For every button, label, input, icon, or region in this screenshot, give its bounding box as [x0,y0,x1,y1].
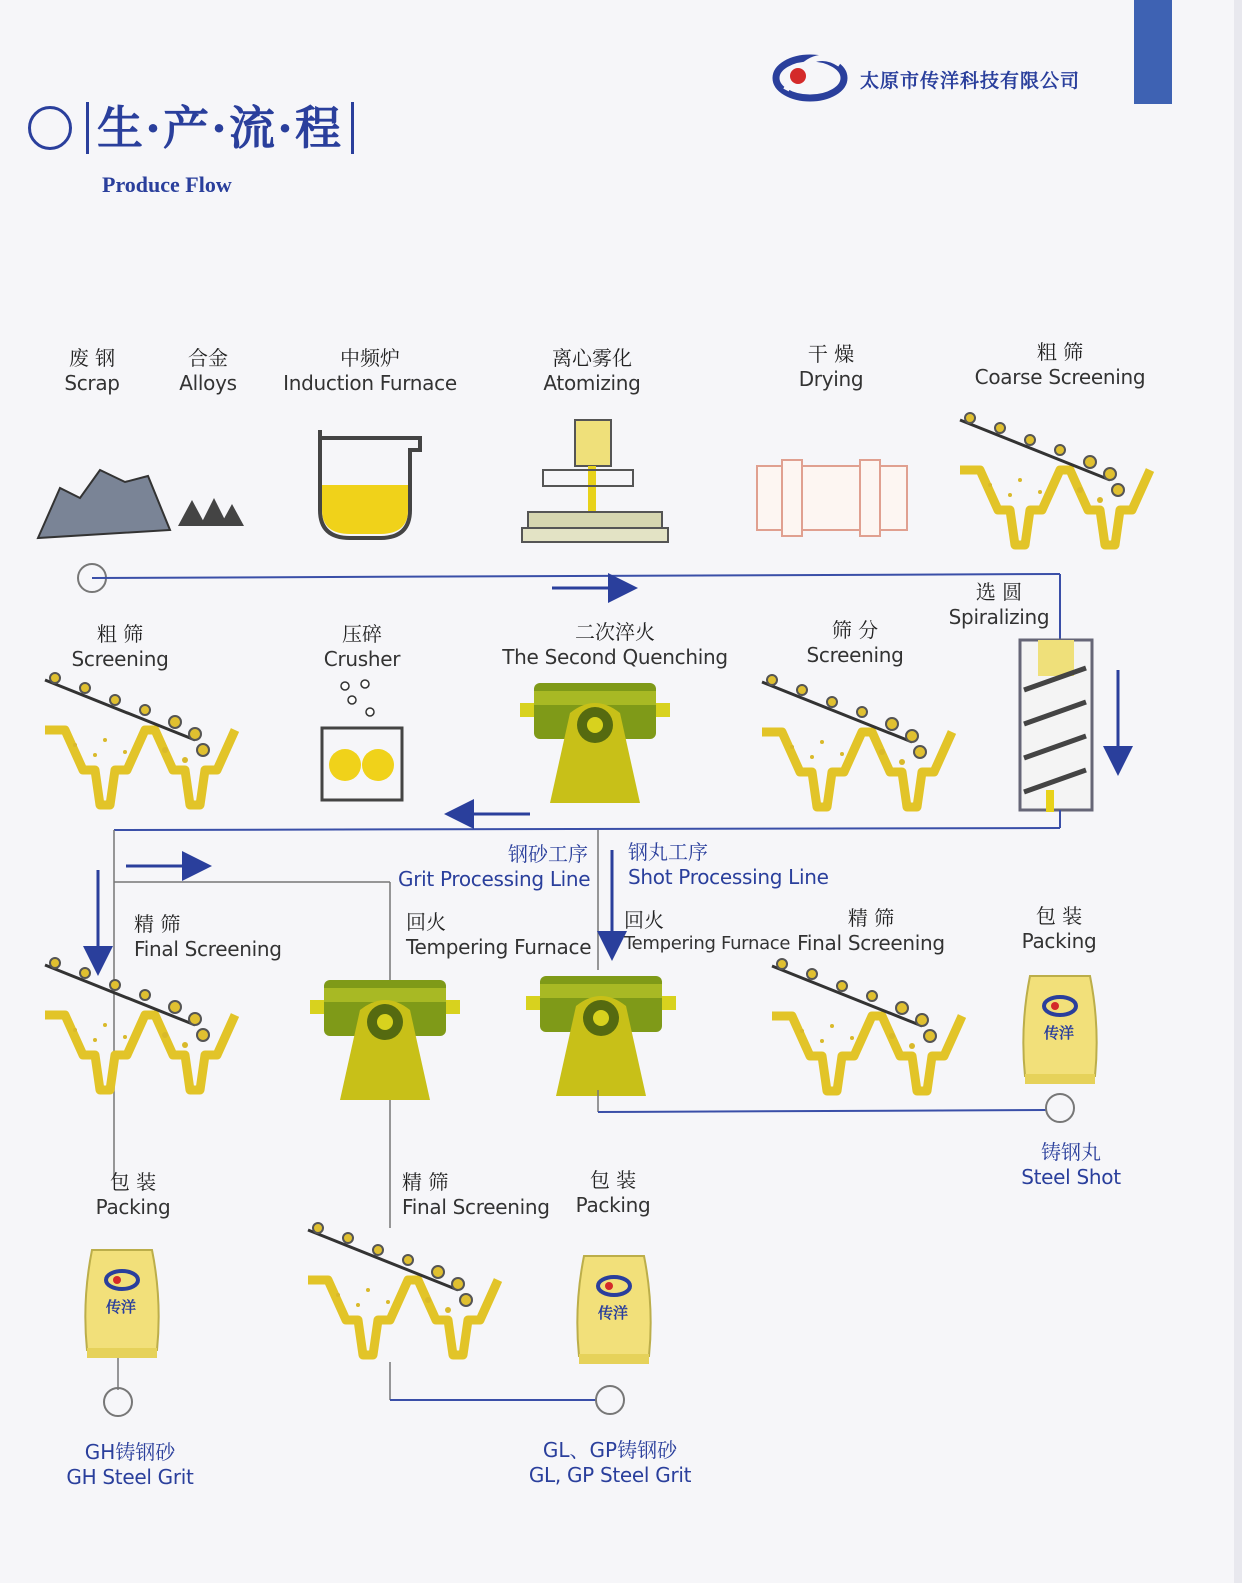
step-spiralizing: 选 圆 Spiralizing [948,580,1050,629]
step-drying: 干 燥 Drying [798,342,864,391]
step-packing-gh: 包 装 Packing [95,1170,171,1219]
step-screening-right: 筛 分 Screening [806,618,904,667]
step-induction-furnace: 中频炉 Induction Furnace [283,346,457,395]
atomizer-icon [522,420,668,542]
product-gl-gp-grit: GL、GP铸钢砂 GL, GP Steel Grit [528,1438,692,1487]
quenching-drum-icon [520,683,670,803]
spiral-icon [1020,640,1092,812]
step-packing-gl: 包 装 Packing [575,1168,651,1217]
step-final-screening-left: 精 筛 Final Screening [134,912,282,961]
bag-label-gh: 传洋 [106,1298,137,1316]
step-scrap: 废 钢 Scrap [64,346,120,395]
company-name: 太原市传洋科技有限公司 [860,70,1081,92]
step-second-quenching: 二次淬火 The Second Quenching [502,620,728,669]
furnace-icon [320,430,420,538]
tempering-shot-drum-icon [526,976,676,1096]
step-screening-left: 粗 筛 Screening [71,622,169,671]
step-atomizing: 离心雾化 Atomizing [543,346,641,395]
step-packing-shot: 包 装 Packing [1021,904,1097,953]
step-tempering-shot: 回火 Tempering Furnace [624,908,791,954]
coarse-screen-icon [960,413,1150,545]
scrap-icon [38,470,170,538]
screening-right-icon [762,675,952,807]
final-screening-left-icon [45,958,235,1090]
step-alloys: 合金 Alloys [179,346,237,395]
title-text: 生·产·流·程 [86,102,354,154]
tempering-grit-drum-icon [310,980,460,1100]
product-steel-shot: 铸钢丸 Steel Shot [1021,1140,1121,1189]
alloys-icon [178,498,244,526]
product-gh-grit: GH铸钢砂 GH Steel Grit [66,1440,194,1489]
crusher-icon [322,680,402,800]
step-tempering-grit: 回火 Tempering Furnace [406,910,592,959]
step-crusher: 压碎 Crusher [323,622,401,671]
final-screening-grit-icon [308,1223,498,1355]
step-final-screening-grit: 精 筛 Final Screening [402,1170,550,1219]
page-subtitle: Produce Flow [102,172,232,197]
bag-label-shot: 传洋 [1044,1024,1075,1042]
screening-left-icon [45,673,235,805]
bag-label-gl: 传洋 [598,1304,629,1322]
grit-line-label: 钢砂工序 Grit Processing Line [398,842,591,891]
step-final-screening-shot: 精 筛 Final Screening [797,906,945,955]
step-coarse-screening: 粗 筛 Coarse Screening [974,340,1146,389]
dryer-icon [757,460,907,536]
shot-line-label: 钢丸工序 Shot Processing Line [628,840,829,889]
final-screening-shot-icon [772,959,962,1091]
